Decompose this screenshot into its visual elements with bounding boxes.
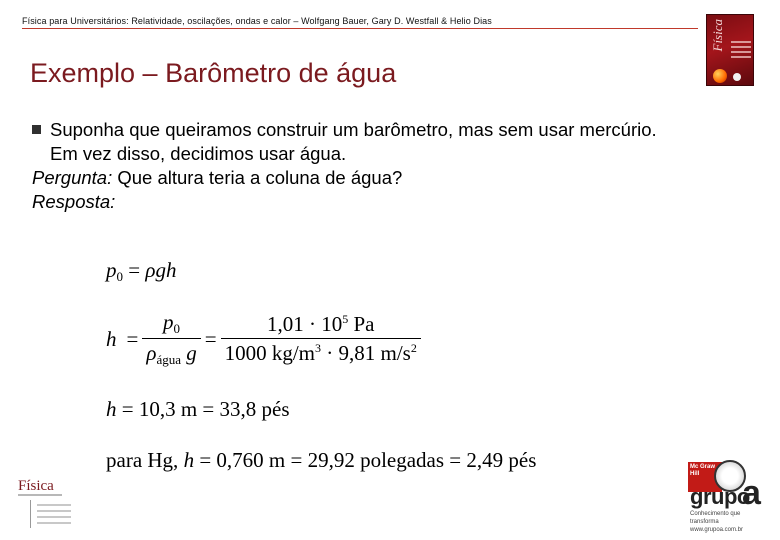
question-label: Pergunta: (32, 167, 113, 188)
slide-title: Exemplo – Barômetro de água (30, 58, 397, 88)
bullet-line-1: Suponha que queiramos construir um barômetro, mas sem usar mercúrio. (50, 119, 657, 140)
header-divider (22, 28, 698, 29)
question-text: Que altura teria a coluna de água? (112, 167, 403, 188)
eq2-numerator: $p_0$ (142, 310, 200, 339)
book-cover-image (706, 14, 754, 86)
eq1-sub: 0 (116, 269, 123, 284)
equation-pressure (106, 258, 176, 285)
bullet-square-icon (32, 125, 41, 134)
footer-brand-left: Física (18, 478, 54, 494)
bullet-line-2: Em vez disso, decidimos usar água. (50, 143, 347, 164)
eq2-fraction-numeric (221, 312, 421, 366)
eq4-rest: = 0,760 m = 29,92 polegadas = 2,49 pés (194, 448, 537, 472)
eq3-h: h (106, 397, 117, 421)
eq2-numeric-denominator: 1000 $kg/m^3 \cdot 9,81$ $m/s^2$ (224, 341, 417, 365)
eq1-gh: gh (155, 258, 177, 282)
mcgraw-hill-logo: Mc Graw Hill (688, 462, 722, 492)
footer-brand-left-rule (18, 494, 62, 496)
eq2-equals: = (126, 326, 139, 351)
question-line (32, 166, 732, 190)
eq1-rho: ρ (145, 258, 156, 282)
equation-mercury-comparison (106, 448, 536, 473)
grupo-logo-text: grupo (690, 484, 750, 509)
book-cover-lines (731, 41, 751, 61)
eq2-fraction-symbolic (142, 310, 200, 368)
eq2-equals-b: = (204, 326, 217, 351)
eq2-numeric-numerator: $1,01 \cdot 10^5$ Pa (221, 312, 421, 339)
eq2-h: h (106, 326, 117, 351)
book-cover-dot-icon (733, 73, 741, 81)
eq1-p: p (106, 258, 117, 282)
grupo-a-logo: a (742, 474, 761, 512)
footer-brand-left-box (30, 500, 76, 528)
book-cover-title: Física (710, 19, 725, 52)
answer-line (32, 190, 732, 214)
header-text: Física para Universitários: Relatividade, oscilações, ondas e calor – Wolfgang Bauer, Gary D. Westfall & Helio Dias (22, 16, 492, 26)
eq3-rest: = 10,3 m = 33,8 pés (116, 397, 290, 421)
eq4-pre: para Hg, (106, 448, 184, 472)
slide-body (32, 118, 732, 214)
eq2-denominator: $\rho_{água}$ g (146, 341, 197, 367)
bullet-item (32, 118, 732, 166)
grupo-tagline: Conhecimento que transforma www.grupoa.com.br (690, 511, 744, 533)
eq1-equals: = (123, 258, 146, 282)
answer-label: Resposta: (32, 191, 116, 212)
equation-height-result (106, 397, 290, 422)
equation-height-fraction (106, 310, 421, 368)
eq4-h: h (183, 448, 195, 472)
book-cover-ball-icon (713, 69, 727, 83)
